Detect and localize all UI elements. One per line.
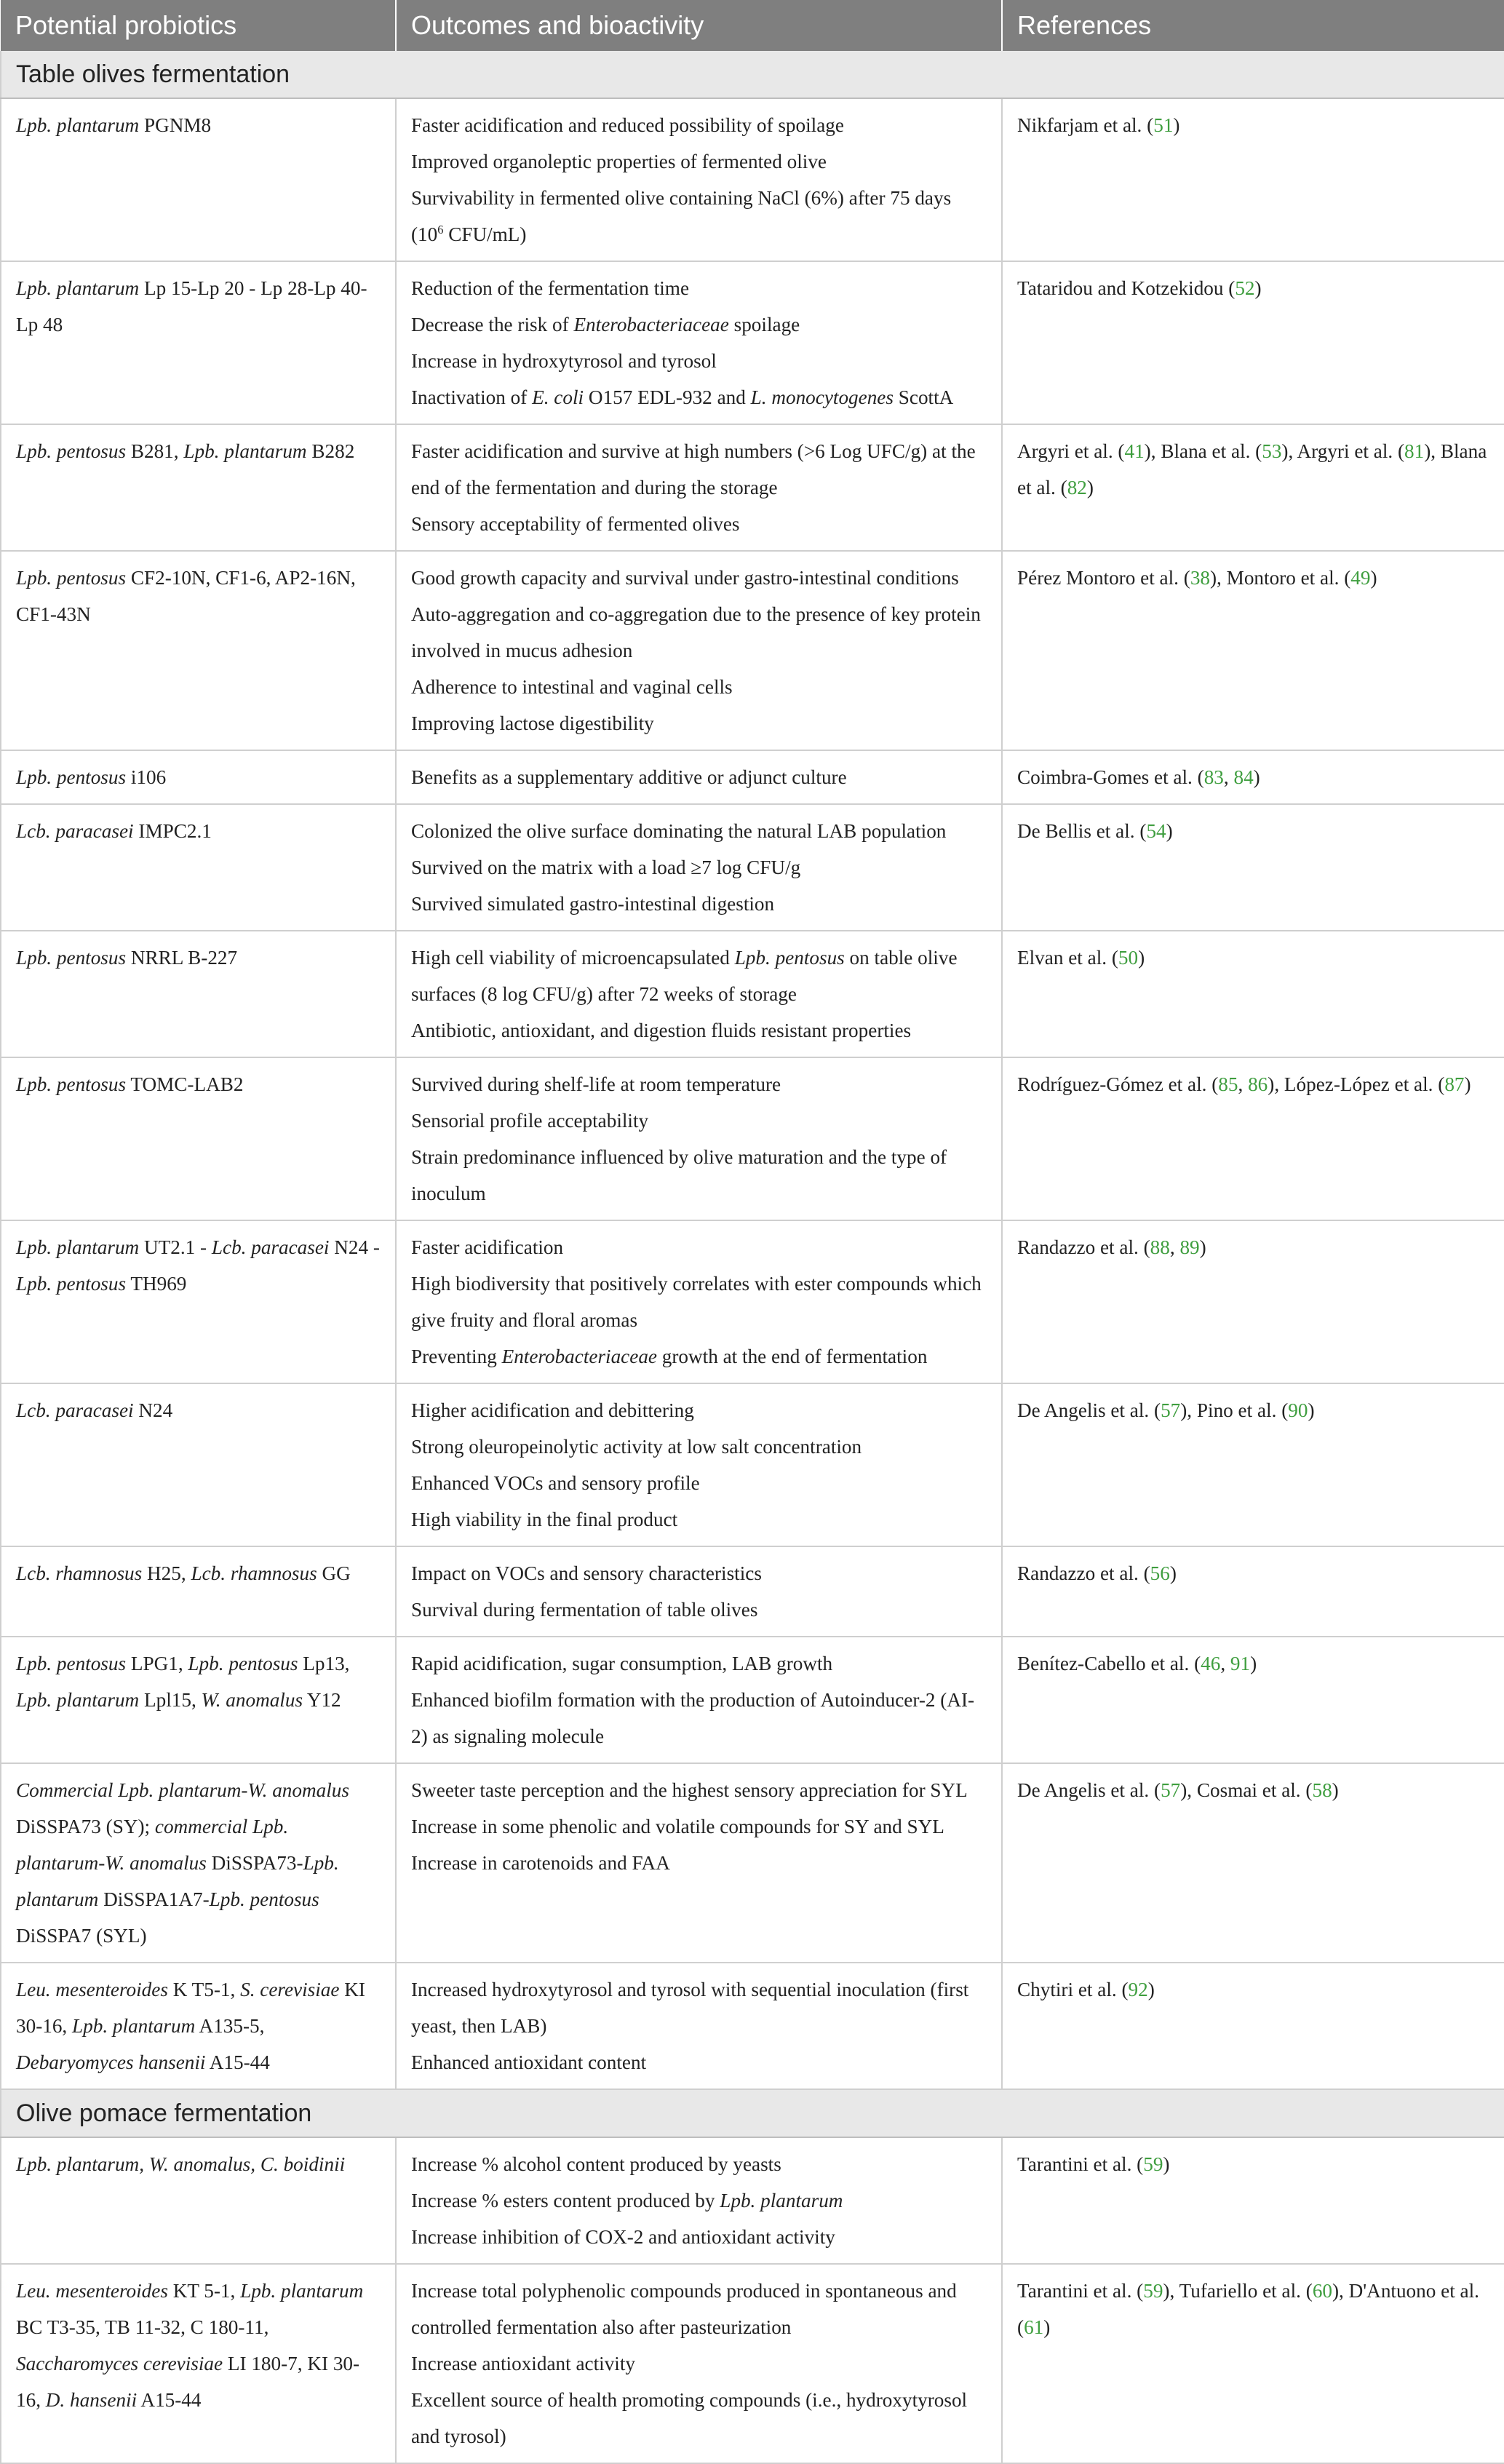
table-row: [1, 1546, 1504, 1637]
outcomes-cell: [396, 1220, 1002, 1383]
outcomes-cell: [396, 1963, 1002, 2089]
outcomes-cell: [396, 2264, 1002, 2463]
references-cell: [1002, 1963, 1504, 2089]
italic-taxon: Debaryomyces hansenii: [16, 2051, 206, 2073]
references-cell: [1002, 1057, 1504, 1220]
reference-link[interactable]: 58: [1312, 1779, 1332, 1801]
outcomes-cell: [396, 750, 1002, 804]
outcomes-cell: [396, 1763, 1002, 1963]
outcome-line: Preventing Enterobacteriaceae growth at the end of fermentation: [411, 1346, 928, 1367]
reference-link[interactable]: 86: [1248, 1073, 1268, 1095]
reference-link[interactable]: 91: [1230, 1653, 1251, 1674]
section-title: Olive pomace fermentation: [1, 2089, 1504, 2137]
table-row: [1, 1057, 1504, 1220]
reference-line: Argyri et al. (41), Blana et al. (53), Argyri et al. (81), Blana et al. (82): [1017, 440, 1487, 498]
reference-link[interactable]: 50: [1118, 947, 1139, 969]
references-cell: [1002, 931, 1504, 1057]
italic-taxon: Enterobacteriaceae: [573, 314, 729, 335]
outcomes-cell: [396, 1637, 1002, 1763]
outcomes-cell: [396, 424, 1002, 551]
reference-line: Rodríguez-Gómez et al. (85, 86), López-López et al. (87): [1017, 1073, 1471, 1095]
italic-taxon: Lpb. plantarum: [16, 114, 140, 136]
outcome-line: ($10^6$ CFU/mL): [411, 222, 527, 245]
table-row: [1, 750, 1504, 804]
reference-link[interactable]: 88: [1150, 1236, 1170, 1258]
italic-taxon: Lcb. paracasei: [16, 820, 134, 842]
reference-line: Randazzo et al. (56): [1017, 1562, 1177, 1584]
italic-taxon: Lpb. plantarum: [16, 277, 140, 299]
outcome-line: Survivability in fermented olive containing NaCl (6%) after 75 days: [411, 187, 952, 209]
italic-taxon: Lcb. paracasei: [211, 1236, 330, 1258]
italic-taxon: Lpb. plantarum: [240, 2280, 364, 2302]
outcome-line: Improving lactose digestibility: [411, 712, 654, 734]
outcome-line: Antibiotic, antioxidant, and digestion fluids resistant properties: [411, 1020, 912, 1041]
italic-taxon: E. coli: [532, 386, 584, 408]
italic-taxon: W. anomalus: [201, 1689, 303, 1711]
probiotic-cell: [1, 2137, 396, 2264]
reference-link[interactable]: 82: [1067, 477, 1087, 498]
outcomes-cell: [396, 2137, 1002, 2264]
italic-taxon: Leu. mesenteroides: [16, 2280, 168, 2302]
probiotic-cell: Lpb. plantarum UT2.1 - Lcb. paracasei N24 - Lpb. pentosus TH969: [1, 1220, 396, 1383]
outcome-line: Enhanced biofilm formation with the production of Autoinducer-2 (AI-2) as signaling molecule: [411, 1689, 975, 1747]
reference-line: Elvan et al. (50): [1017, 947, 1145, 969]
italic-taxon: Lpb. pentosus: [209, 1888, 319, 1910]
outcome-line: Colonized the olive surface dominating the natural LAB population: [411, 820, 947, 842]
table-row: [1, 261, 1504, 424]
table-row: [1, 2137, 1504, 2264]
italic-taxon: Lpb. pentosus: [16, 440, 127, 462]
outcome-line: Increase antioxidant activity: [411, 2353, 635, 2374]
outcomes-cell: [396, 1383, 1002, 1546]
probiotic-cell: Lpb. pentosus B281, Lpb. plantarum B282: [1, 424, 396, 551]
italic-taxon: Saccharomyces cerevisiae: [16, 2353, 223, 2374]
italic-taxon: Lpb. plantarum: [72, 2015, 196, 2037]
outcome-line: Rapid acidification, sugar consumption, LAB growth: [411, 1653, 833, 1674]
reference-link[interactable]: 92: [1128, 1979, 1148, 2000]
italic-taxon: Lpb. plantarum: [16, 1852, 339, 1910]
italic-taxon: commercial Lpb. plantarum-W. anomalus: [16, 1816, 289, 1874]
reference-line: Tarantini et al. (59): [1017, 2153, 1170, 2175]
italic-taxon: Lpb. plantarum: [183, 440, 307, 462]
column-header-outcomes: Outcomes and bioactivity: [396, 0, 1002, 51]
outcome-line: Increased hydroxytyrosol and tyrosol with sequential inoculation (first yeast, then LAB): [411, 1979, 969, 2037]
reference-link[interactable]: 57: [1161, 1779, 1181, 1801]
reference-line: De Angelis et al. (57), Cosmai et al. (58): [1017, 1779, 1339, 1801]
reference-link[interactable]: 52: [1235, 277, 1255, 299]
reference-link[interactable]: 83: [1203, 766, 1224, 788]
outcomes-cell: [396, 98, 1002, 261]
references-cell: [1002, 1383, 1504, 1546]
outcome-line: Faster acidification and survive at high numbers (>6 Log UFC/g) at the end of the fermentation and during the storage: [411, 440, 976, 498]
references-cell: [1002, 551, 1504, 750]
outcome-line: Strong oleuropeinolytic activity at low salt concentration: [411, 1436, 862, 1458]
italic-taxon: Lpb. pentosus: [16, 766, 127, 788]
outcome-line: Survival during fermentation of table olives: [411, 1599, 758, 1621]
italic-taxon: Lpb. plantarum: [720, 2190, 843, 2211]
reference-link[interactable]: 56: [1150, 1562, 1170, 1584]
italic-taxon: Leu. mesenteroides: [16, 1979, 168, 2000]
outcome-line: Faster acidification and reduced possibility of spoilage: [411, 114, 844, 136]
italic-taxon: D. hansenii: [45, 2389, 138, 2411]
reference-link[interactable]: 51: [1153, 114, 1174, 136]
probiotic-cell: Lpb. pentosus CF2-10N, CF1-6, AP2-16N, CF1-43N: [1, 551, 396, 750]
italic-taxon: Lcb. rhamnosus: [16, 1562, 143, 1584]
probiotic-cell: Lpb. pentosus LPG1, Lpb. pentosus Lp13, Lpb. plantarum Lpl15, W. anomalus Y12: [1, 1637, 396, 1763]
outcome-line: Improved organoleptic properties of fermented olive: [411, 151, 827, 172]
outcomes-cell: [396, 261, 1002, 424]
reference-line: Benítez-Cabello et al. (46, 91): [1017, 1653, 1257, 1674]
reference-line: De Angelis et al. (57), Pino et al. (90): [1017, 1399, 1315, 1421]
reference-link[interactable]: 60: [1312, 2280, 1332, 2302]
outcome-line: Excellent source of health promoting compounds (i.e., hydroxytyrosol and tyrosol): [411, 2389, 968, 2447]
italic-taxon: Lpb. plantarum: [16, 1689, 140, 1711]
section-title: Table olives fermentation: [1, 51, 1504, 98]
outcome-line: Enhanced antioxidant content: [411, 2051, 647, 2073]
reference-link[interactable]: 84: [1233, 766, 1254, 788]
column-header-references: References: [1002, 0, 1504, 51]
references-cell: [1002, 1637, 1504, 1763]
table-row: [1, 2264, 1504, 2463]
reference-link[interactable]: 87: [1444, 1073, 1465, 1095]
outcome-line: Impact on VOCs and sensory characteristics: [411, 1562, 762, 1584]
reference-link[interactable]: 57: [1161, 1399, 1181, 1421]
italic-taxon: Lpb. pentosus: [16, 947, 127, 969]
references-cell: [1002, 2137, 1504, 2264]
header-row: [1, 0, 1504, 51]
table-header: [1, 0, 1504, 51]
table-row: [1, 1637, 1504, 1763]
outcome-line: Survived on the matrix with a load ≥7 log CFU/g: [411, 857, 801, 878]
italic-taxon: Lpb. pentosus: [16, 1273, 127, 1295]
outcome-line: Auto-aggregation and co-aggregation due to the presence of key protein involved in mucus adhesion: [411, 603, 981, 661]
table-row: [1, 424, 1504, 551]
italic-taxon: Lpb. pentosus: [188, 1653, 298, 1674]
reference-line: Tataridou and Kotzekidou (52): [1017, 277, 1262, 299]
outcome-line: Survived simulated gastro-intestinal digestion: [411, 893, 775, 915]
probiotic-cell: Lpb. plantarum Lp 15-Lp 20 - Lp 28-Lp 40-Lp 48: [1, 261, 396, 424]
outcome-line: Strain predominance influenced by olive maturation and the type of inoculum: [411, 1146, 947, 1204]
reference-line: Chytiri et al. (92): [1017, 1979, 1155, 2000]
probiotic-cell: Lcb. paracasei N24: [1, 1383, 396, 1546]
outcome-line: Sensorial profile acceptability: [411, 1110, 649, 1132]
outcome-line: High viability in the final product: [411, 1509, 678, 1530]
outcome-line: Faster acidification: [411, 1236, 564, 1258]
italic-taxon: L. monocytogenes: [750, 386, 894, 408]
italic-taxon: Lpb. pentosus: [16, 1653, 127, 1674]
italic-taxon: Lpb. pentosus: [16, 1073, 127, 1095]
outcome-line: Reduction of the fermentation time: [411, 277, 690, 299]
reference-link[interactable]: 46: [1201, 1653, 1221, 1674]
table-row: [1, 1220, 1504, 1383]
outcome-line: Increase in hydroxytyrosol and tyrosol: [411, 350, 717, 372]
references-cell: [1002, 1546, 1504, 1637]
section-header-row: [1, 51, 1504, 98]
reference-line: Nikfarjam et al. (51): [1017, 114, 1180, 136]
probiotic-cell: Lpb. pentosus TOMC-LAB2: [1, 1057, 396, 1220]
reference-link[interactable]: 85: [1218, 1073, 1238, 1095]
outcome-line: Increase inhibition of COX-2 and antioxidant activity: [411, 2226, 835, 2248]
column-header-probiotics: Potential probiotics: [1, 0, 396, 51]
reference-line: Randazzo et al. (88, 89): [1017, 1236, 1206, 1258]
superscript: 6: [437, 222, 444, 237]
probiotic-cell: Leu. mesenteroides KT 5-1, Lpb. plantarum BC T3-35, TB 11-32, C 180-11, Saccharomyces cerevisiae LI 180-7, KI 30-16, D. hansenii A15-44: [1, 2264, 396, 2463]
outcomes-cell: [396, 1057, 1002, 1220]
outcome-line: Survived during shelf-life at room temperature: [411, 1073, 781, 1095]
references-cell: [1002, 2264, 1504, 2463]
italic-taxon: Lpb. pentosus: [734, 947, 845, 969]
reference-link[interactable]: 81: [1404, 440, 1425, 462]
section-header-row: [1, 2089, 1504, 2137]
reference-line: Tarantini et al. (59), Tufariello et al. (60), D'Antuono et al. (61): [1017, 2280, 1479, 2338]
references-cell: [1002, 804, 1504, 931]
outcome-line: Decrease the risk of Enterobacteriaceae spoilage: [411, 314, 800, 335]
italic-taxon: Lpb. pentosus: [16, 567, 127, 589]
probiotic-cell: Lpb. pentosus NRRL B-227: [1, 931, 396, 1057]
probiotic-cell: Lcb. rhamnosus H25, Lcb. rhamnosus GG: [1, 1546, 396, 1637]
probiotic-cell: Lpb. plantarum PGNM8: [1, 98, 396, 261]
references-cell: [1002, 424, 1504, 551]
outcome-line: Inactivation of E. coli O157 EDL-932 and L. monocytogenes ScottA: [411, 386, 954, 408]
reference-link[interactable]: 59: [1143, 2153, 1163, 2175]
probiotic-cell: Lpb. pentosus i106: [1, 750, 396, 804]
table-row: [1, 1383, 1504, 1546]
references-cell: [1002, 261, 1504, 424]
references-cell: [1002, 1763, 1504, 1963]
table-body: [1, 51, 1504, 2463]
references-cell: [1002, 98, 1504, 261]
table-row: [1, 804, 1504, 931]
reference-link[interactable]: 59: [1143, 2280, 1163, 2302]
outcomes-cell: [396, 1546, 1002, 1637]
table-row: [1, 931, 1504, 1057]
reference-link[interactable]: 41: [1124, 440, 1145, 462]
outcome-line: Good growth capacity and survival under gastro-intestinal conditions: [411, 567, 959, 589]
outcome-line: Benefits as a supplementary additive or adjunct culture: [411, 766, 847, 788]
italic-taxon: Lpb. plantarum: [16, 1236, 140, 1258]
reference-link[interactable]: 38: [1190, 567, 1210, 589]
italic-taxon: S. cerevisiae: [240, 1979, 340, 2000]
outcome-line: Adherence to intestinal and vaginal cells: [411, 676, 733, 698]
table-row: [1, 98, 1504, 261]
probiotic-cell: Commercial Lpb. plantarum-W. anomalus DiSSPA73 (SY); commercial Lpb. plantarum-W. anomalus DiSSPA73-Lpb. plantarum DiSSPA1A7-Lpb. pentosus DiSSPA7 (SYL): [1, 1763, 396, 1963]
outcome-line: Increase total polyphenolic compounds produced in spontaneous and controlled fermentation also after pasteurization: [411, 2280, 957, 2338]
outcome-line: Increase in some phenolic and volatile compounds for SY and SYL: [411, 1816, 944, 1837]
probiotic-cell: Leu. mesenteroides K T5-1, S. cerevisiae KI 30-16, Lpb. plantarum A135-5, Debaryomyces hansenii A15-44: [1, 1963, 396, 2089]
references-cell: [1002, 1220, 1504, 1383]
table-row: [1, 551, 1504, 750]
reference-link[interactable]: 89: [1179, 1236, 1200, 1258]
outcome-line: Increase % alcohol content produced by yeasts: [411, 2153, 781, 2175]
outcome-line: Sensory acceptability of fermented olives: [411, 513, 740, 535]
reference-line: De Bellis et al. (54): [1017, 820, 1173, 842]
reference-link[interactable]: 53: [1262, 440, 1282, 462]
reference-link[interactable]: 49: [1350, 567, 1371, 589]
references-cell: [1002, 750, 1504, 804]
reference-link[interactable]: 61: [1024, 2316, 1044, 2338]
table-row: [1, 1963, 1504, 2089]
italic-taxon: Enterobacteriaceae: [501, 1346, 657, 1367]
outcome-line: High cell viability of microencapsulated Lpb. pentosus on table olive surfaces (8 log CFU/g) after 72 weeks of storage: [411, 947, 958, 1005]
italic-taxon: Lcb. rhamnosus: [191, 1562, 317, 1584]
reference-line: Pérez Montoro et al. (38), Montoro et al. (49): [1017, 567, 1377, 589]
italic-taxon: Lpb. plantarum, W. anomalus, C. boidinii: [16, 2153, 346, 2175]
outcome-line: Increase in carotenoids and FAA: [411, 1852, 670, 1874]
outcomes-cell: [396, 804, 1002, 931]
probiotic-cell: Lcb. paracasei IMPC2.1: [1, 804, 396, 931]
outcome-line: Sweeter taste perception and the highest sensory appreciation for SYL: [411, 1779, 968, 1801]
outcomes-cell: [396, 551, 1002, 750]
reference-link[interactable]: 90: [1288, 1399, 1308, 1421]
table-row: [1, 1763, 1504, 1963]
outcome-line: Increase % esters content produced by Lpb. plantarum: [411, 2190, 843, 2211]
reference-line: Coimbra-Gomes et al. (83, 84): [1017, 766, 1260, 788]
outcome-line: Enhanced VOCs and sensory profile: [411, 1472, 700, 1494]
outcome-line: High biodiversity that positively correlates with ester compounds which give fruity and floral aromas: [411, 1273, 982, 1331]
reference-link[interactable]: 54: [1146, 820, 1166, 842]
outcome-line: Higher acidification and debittering: [411, 1399, 694, 1421]
italic-taxon: Lcb. paracasei: [16, 1399, 134, 1421]
italic-taxon: Commercial Lpb. plantarum-W. anomalus: [16, 1779, 349, 1801]
outcomes-cell: [396, 931, 1002, 1057]
